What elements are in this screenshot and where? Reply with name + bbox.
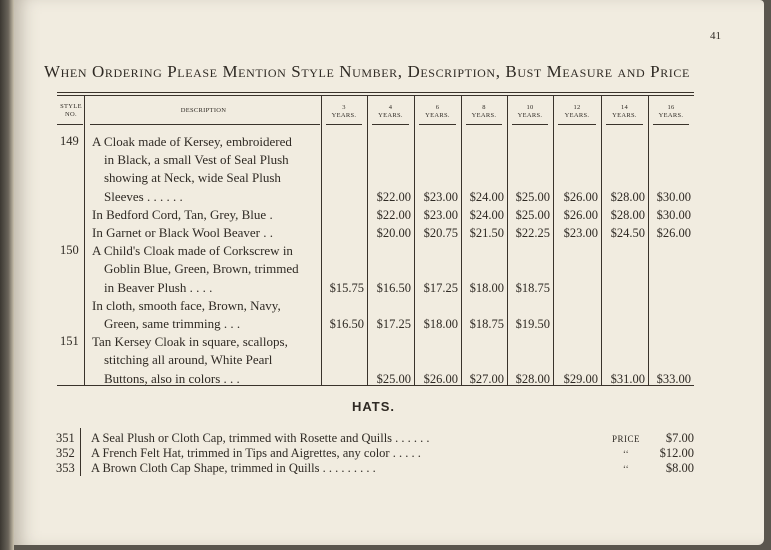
price-cell: $28.00 [610,189,645,204]
style-number: 150 [60,243,79,258]
year-word: YEARS. [517,112,543,119]
description-line: A Cloak made of Kersey, embroidered [92,134,292,149]
description-line: stitching all around, White Pearl [104,352,273,368]
hat-style-number: 351 [56,431,75,445]
book-spine [0,0,14,550]
price-cell: $24.50 [610,226,645,240]
header-underline-year [653,124,689,125]
description-line: Green, same trimming . . . [104,316,241,331]
price-label: PRICE [611,434,640,444]
price-cell: $20.00 [376,226,411,240]
year-word: YEARS. [658,112,684,119]
year-word: YEARS. [378,112,403,119]
price-cell: $29.00 [563,371,598,386]
page-heading: When Ordering Please Mention Style Number, Description, Bust Measure and Price [44,62,690,81]
header-year-5 [553,104,601,120]
year-word: YEARS. [331,112,357,119]
year-number: 12 [573,104,581,111]
column-divider [321,96,322,385]
ditto-mark: ‘‘ [622,449,630,459]
header-year-7 [648,104,694,120]
description-line: Tan Kersey Cloak in square, scallops, [92,334,288,350]
year-number: 3 [342,104,346,111]
hats-divider [80,428,81,476]
price-cell: $20.75 [423,226,458,240]
hats-heading: HATS. [352,399,396,414]
page-number: 41 [710,30,721,42]
description-line: in Beaver Plush . . . . [104,279,213,295]
year-number: 6 [435,104,440,111]
price-cell: $31.00 [610,371,645,386]
header-style-no: STYLE NO. [60,103,82,118]
price-cell: $18.00 [469,280,504,295]
header-year-4 [507,104,553,120]
price-cell: $16.50 [329,317,364,331]
header-year-1 [367,104,414,120]
price-cell: $25.00 [376,371,411,386]
header-year-2 [414,104,461,120]
price-cell: $30.00 [656,189,691,204]
table-top-rule [57,92,694,93]
year-number: 10 [526,104,534,111]
hat-price: $12.00 [659,446,694,460]
price-cell: $33.00 [656,371,691,386]
price-cell: $17.25 [423,280,458,295]
price-cell: $24.00 [469,189,504,204]
price-cell: $26.00 [656,226,691,240]
hat-style-number: 352 [56,446,75,460]
description-line: In Bedford Cord, Tan, Grey, Blue . [92,206,273,222]
price-cell: $15.75 [329,280,364,295]
price-cell: $26.00 [563,207,598,222]
price-cell: $21.50 [469,226,504,240]
description-line: Sleeves . . . . . . [104,188,183,204]
style-number: 151 [60,334,79,349]
price-cell: $23.00 [563,226,598,240]
year-word: YEARS. [612,112,637,119]
year-word: YEARS. [564,112,590,119]
price-cell: $30.00 [656,207,691,222]
header-description: DESCRIPTION [180,107,227,114]
header-underline-desc [90,124,320,125]
style-number: 149 [60,134,79,148]
price-cell: $22.00 [376,207,411,222]
column-divider [84,96,85,385]
header-underline-year [558,124,596,125]
price-cell: $24.00 [469,207,504,222]
description-line: In cloth, smooth face, Brown, Navy, [92,297,281,313]
hat-price: $8.00 [665,461,694,475]
hat-description: A Seal Plush or Cloth Cap, trimmed with Rosette and Quills . . . . . . [91,431,430,445]
header-underline-year [326,124,362,125]
price-cell: $25.00 [515,207,550,222]
price-cell: $25.00 [515,189,550,204]
price-cell: $18.75 [469,317,504,331]
ditto-mark: ‘‘ [622,464,630,474]
price-cell: $18.00 [423,317,458,331]
year-word: YEARS. [471,112,497,119]
price-cell: $18.75 [515,280,550,295]
year-number: 4 [388,104,393,111]
header-underline-year [512,124,548,125]
price-cell: $16.50 [376,280,411,295]
header-year-3 [461,104,507,120]
description-line: A Child's Cloak made of Corkscrew in [92,243,293,259]
description-line: In Garnet or Black Wool Beaver . . [92,225,274,240]
price-cell: $26.00 [423,371,458,386]
hat-description: A Brown Cloth Cap Shape, trimmed in Quills . . . . . . . . . [91,461,376,475]
header-underline-year [419,124,456,125]
price-cell: $23.00 [423,189,458,204]
year-number: 8 [482,104,486,111]
table-top-rule-inner [57,95,694,96]
year-number: 16 [667,104,675,111]
price-cell: $22.25 [515,226,550,240]
price-cell: $23.00 [423,207,458,222]
description-line: Buttons, also in colors . . . [104,370,240,386]
header-underline-year [466,124,502,125]
header-underline-year [606,124,643,125]
hat-description: A French Felt Hat, trimmed in Tips and Aigrettes, any color . . . . . [91,446,421,460]
price-cell: $28.00 [515,371,550,386]
year-word: YEARS. [425,112,450,119]
description-line: Goblin Blue, Green, Brown, trimmed [104,261,299,277]
header-underline-year [372,124,409,125]
header-year-0 [321,104,367,120]
price-cell: $26.00 [563,189,598,204]
description-line: in Black, a small Vest of Seal Plush [104,152,289,168]
description-line: showing at Neck, wide Seal Plush [104,170,281,186]
price-cell: $19.50 [515,317,550,331]
price-cell: $22.00 [376,189,411,204]
hat-style-number: 353 [56,461,75,475]
year-number: 14 [620,104,629,111]
price-cell: $27.00 [469,371,504,386]
header-year-6 [601,104,648,120]
price-cell: $17.25 [376,317,411,331]
price-cell: $28.00 [610,207,645,222]
header-underline-style [57,124,83,125]
hat-price: $7.00 [665,431,694,445]
